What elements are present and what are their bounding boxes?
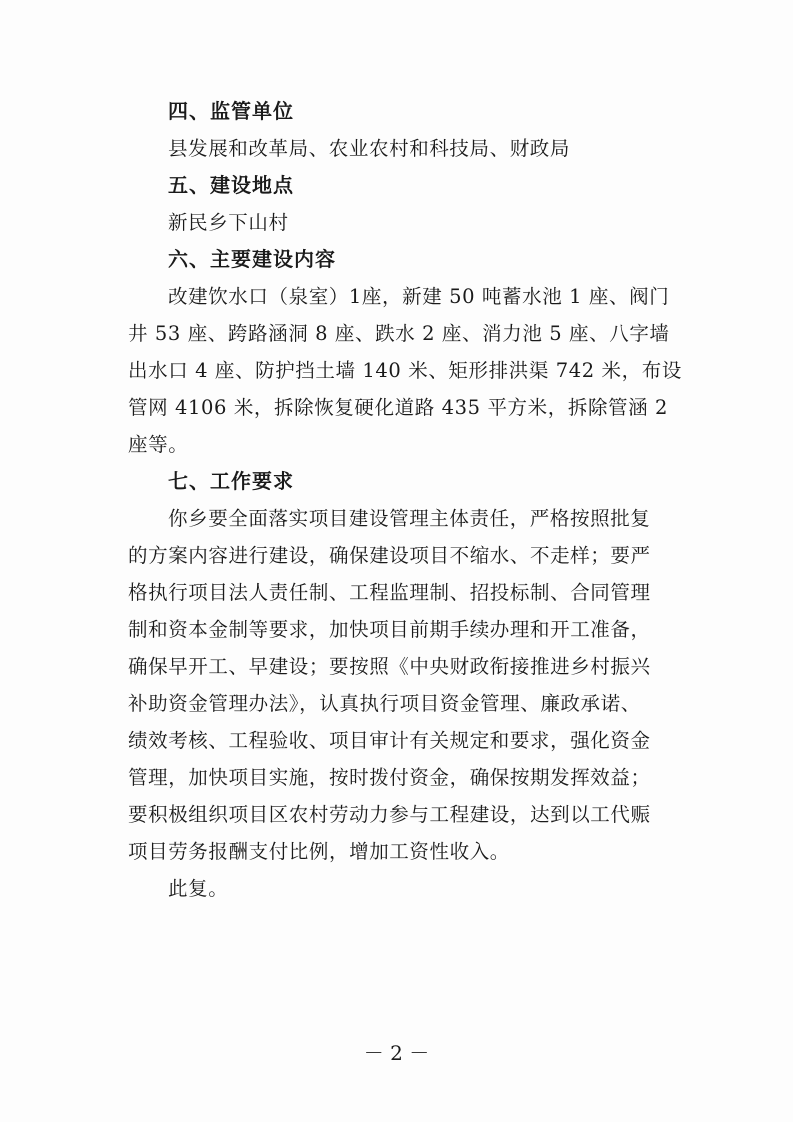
section-body-requirements bbox=[128, 500, 693, 870]
section-body-construction bbox=[128, 278, 693, 463]
paragraph-line: 格执行项目法人责任制、工程监理制、招投标制、合同管理 bbox=[128, 581, 651, 604]
paragraph-line: 管理，加快项目实施，按时拨付资金，确保按期发挥效益； bbox=[128, 766, 651, 789]
paragraph-line: 井 53 座、跨路涵洞 8 座、跌水 2 座、消力池 5 座、八字墙 bbox=[128, 322, 670, 345]
paragraph-line: 绩效考核、工程验收、项目审计有关规定和要求，强化资金 bbox=[128, 729, 651, 752]
section-heading-supervision: 四、监管单位 bbox=[168, 99, 294, 123]
paragraph-line: 改建饮水口（泉室）1座，新建 50 吨蓄水池 1 座、阀门 bbox=[168, 285, 670, 308]
section-body-location: 新民乡下山村 bbox=[168, 211, 289, 234]
section-heading-construction: 六、主要建设内容 bbox=[168, 247, 336, 271]
paragraph-line: 管网 4106 米，拆除恢复硬化道路 435 平方米，拆除管涵 2 bbox=[128, 396, 669, 419]
paragraph-line: 的方案内容进行建设，确保建设项目不缩水、不走样；要严 bbox=[128, 544, 651, 567]
paragraph-line: 确保早开工、早建设；要按照《中央财政衔接推进乡村振兴 bbox=[128, 655, 651, 678]
paragraph-line: 制和资本金制等要求，加快项目前期手续办理和开工准备， bbox=[128, 618, 651, 641]
document-body bbox=[128, 93, 693, 907]
paragraph-line: 要积极组织项目区农村劳动力参与工程建设，达到以工代赈 bbox=[128, 803, 651, 826]
section-heading-location: 五、建设地点 bbox=[168, 173, 294, 197]
paragraph-line: 补助资金管理办法》，认真执行项目资金管理、廉政承诺、 bbox=[128, 692, 641, 715]
section-heading-requirements: 七、工作要求 bbox=[168, 469, 294, 493]
closing-remark: 此复。 bbox=[168, 877, 229, 900]
paragraph-line: 你乡要全面落实项目建设管理主体责任，严格按照批复 bbox=[168, 507, 651, 530]
paragraph-line: 出水口 4 座、防护挡土墙 140 米、矩形排洪渠 742 米，布设 bbox=[128, 359, 682, 382]
paragraph-line: 项目劳务报酬支付比例，增加工资性收入。 bbox=[128, 840, 510, 863]
paragraph-line: 座等。 bbox=[128, 433, 189, 456]
section-body-supervision: 县发展和改革局、农业农村和科技局、财政局 bbox=[168, 137, 571, 160]
page-number: － 2 － bbox=[363, 1041, 430, 1065]
